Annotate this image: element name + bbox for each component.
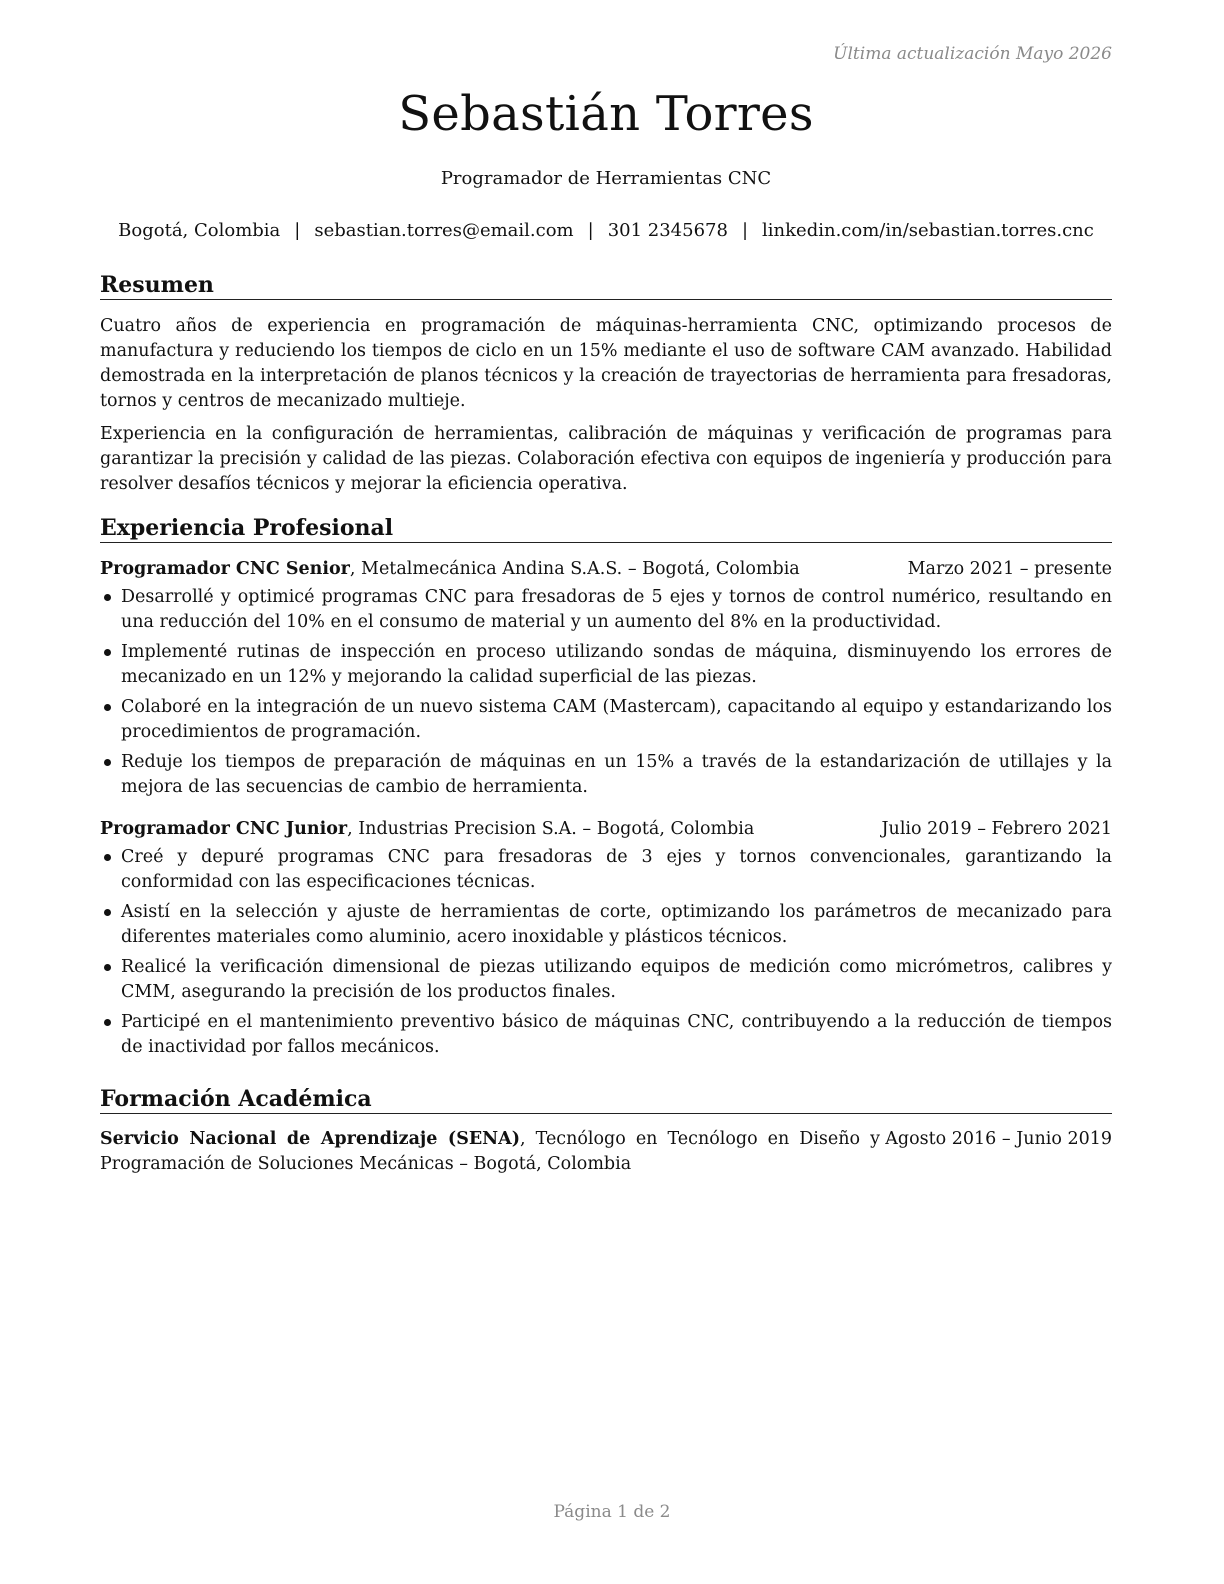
job-bullet: Creé y depuré programas CNC para fresadoras de 3 ejes y tornos convencionales, garantizando la conformidad con las especificaciones técnicas.: [100, 845, 1112, 895]
job-company: , Metalmecánica Andina S.A.S. – Bogotá, Colombia: [349, 559, 800, 579]
education-detail: , Tecnólogo en Tecnólogo en Diseño y Programación de Soluciones Mecánicas – Bogotá, Colombia: [100, 1129, 880, 1174]
resume-page: [100, 0, 1112, 1584]
job-bullet: Participé en el mantenimiento preventivo básico de máquinas CNC, contribuyendo a la reducción de tiempos de inactividad por fallos mecánicos.: [100, 1010, 1112, 1060]
job-entry: [100, 816, 1112, 1060]
contact-separator: |: [294, 220, 301, 241]
job-bullets: [100, 585, 1112, 800]
job-role: Programador CNC Junior: [100, 819, 348, 839]
job-bullet: Asistí en la selección y ajuste de herramientas de corte, optimizando los parámetros de mecanizado para diferentes materiales como aluminio, acero inoxidable y plásticos técnicos.: [100, 900, 1112, 950]
contact-location: Bogotá, Colombia: [118, 220, 281, 241]
education-institution: Servicio Nacional de Aprendizaje (SENA): [100, 1129, 521, 1149]
job-entry: [100, 556, 1112, 800]
job-bullet: Colaboré en la integración de un nuevo sistema CAM (Mastercam), capacitando al equipo y estandarizando los procedimientos de programación.: [100, 695, 1112, 745]
candidate-headline: Programador de Herramientas CNC: [440, 168, 772, 189]
experience-section: [100, 514, 1112, 1065]
section-title-experience: Experiencia Profesional: [100, 514, 1112, 543]
last-updated-label: Última actualización Mayo 2026: [833, 44, 1112, 64]
job-bullet: Implementé rutinas de inspección en proceso utilizando sondas de máquina, disminuyendo los errores de mecanizado en un 12% y mejorando la calidad superficial de las piezas.: [100, 640, 1112, 690]
job-company: , Industrias Precision S.A. – Bogotá, Colombia: [347, 819, 755, 839]
job-bullet: Reduje los tiempos de preparación de máquinas en un 15% a través de la estandarización de utillajes y la mejora de las secuencias de cambio de herramienta.: [100, 750, 1112, 800]
contact-separator: |: [741, 220, 749, 241]
summary-paragraph: Cuatro años de experiencia en programación de máquinas-herramienta CNC, optimizando procesos de manufactura y reduciendo los tiempos de ciclo en un 15% mediante el uso de software CAM avanzado. Habilidad demostrada en la interpretación de planos técnicos y la creación de trayectorias de herramienta para fresadoras, tornos y centros de mecanizado multieje.: [100, 316, 1112, 411]
job-dates: Marzo 2021 – presente: [907, 559, 1112, 579]
contact-linkedin[interactable]: linkedin.com/in/sebastian.torres.cnc: [762, 220, 1094, 241]
job-dates: Julio 2019 – Febrero 2021: [881, 819, 1112, 839]
contact-email[interactable]: sebastian.torres@email.com: [314, 220, 574, 241]
section-title-summary: Resumen: [100, 271, 1112, 300]
job-bullets: [100, 845, 1112, 1060]
education-dates: Agosto 2016 – Junio 2019: [885, 1129, 1112, 1149]
education-entry: [100, 1127, 1112, 1177]
page-number: Página 1 de 2: [553, 1502, 671, 1522]
job-bullet: Realicé la verificación dimensional de piezas utilizando equipos de medición como micrómetros, calibres y CMM, asegurando la precisión de los productos finales.: [100, 955, 1112, 1005]
contact-line: [100, 220, 1112, 241]
contact-separator: |: [587, 220, 594, 241]
job-bullet: Desarrollé y optimicé programas CNC para fresadoras de 5 ejes y tornos de control numérico, resultando en una reducción del 10% en el consumo de material y un aumento del 8% en la productividad.: [100, 585, 1112, 635]
job-role: Programador CNC Senior: [100, 559, 350, 579]
summary-paragraph: Experiencia en la configuración de herramientas, calibración de máquinas y verificación de programas para garantizar la precisión y calidad de las piezas. Colaboración efectiva con equipos de ingeniería y producción para resolver desafíos técnicos y mejorar la eficiencia operativa.: [100, 424, 1112, 494]
education-section: [100, 1085, 1112, 1177]
contact-phone: 301 2345678: [607, 220, 728, 241]
summary-section: [100, 271, 1112, 497]
section-title-education: Formación Académica: [100, 1085, 1112, 1114]
job-header: [100, 816, 1112, 842]
candidate-name: Sebastián Torres: [398, 86, 814, 142]
job-header: [100, 556, 1112, 582]
